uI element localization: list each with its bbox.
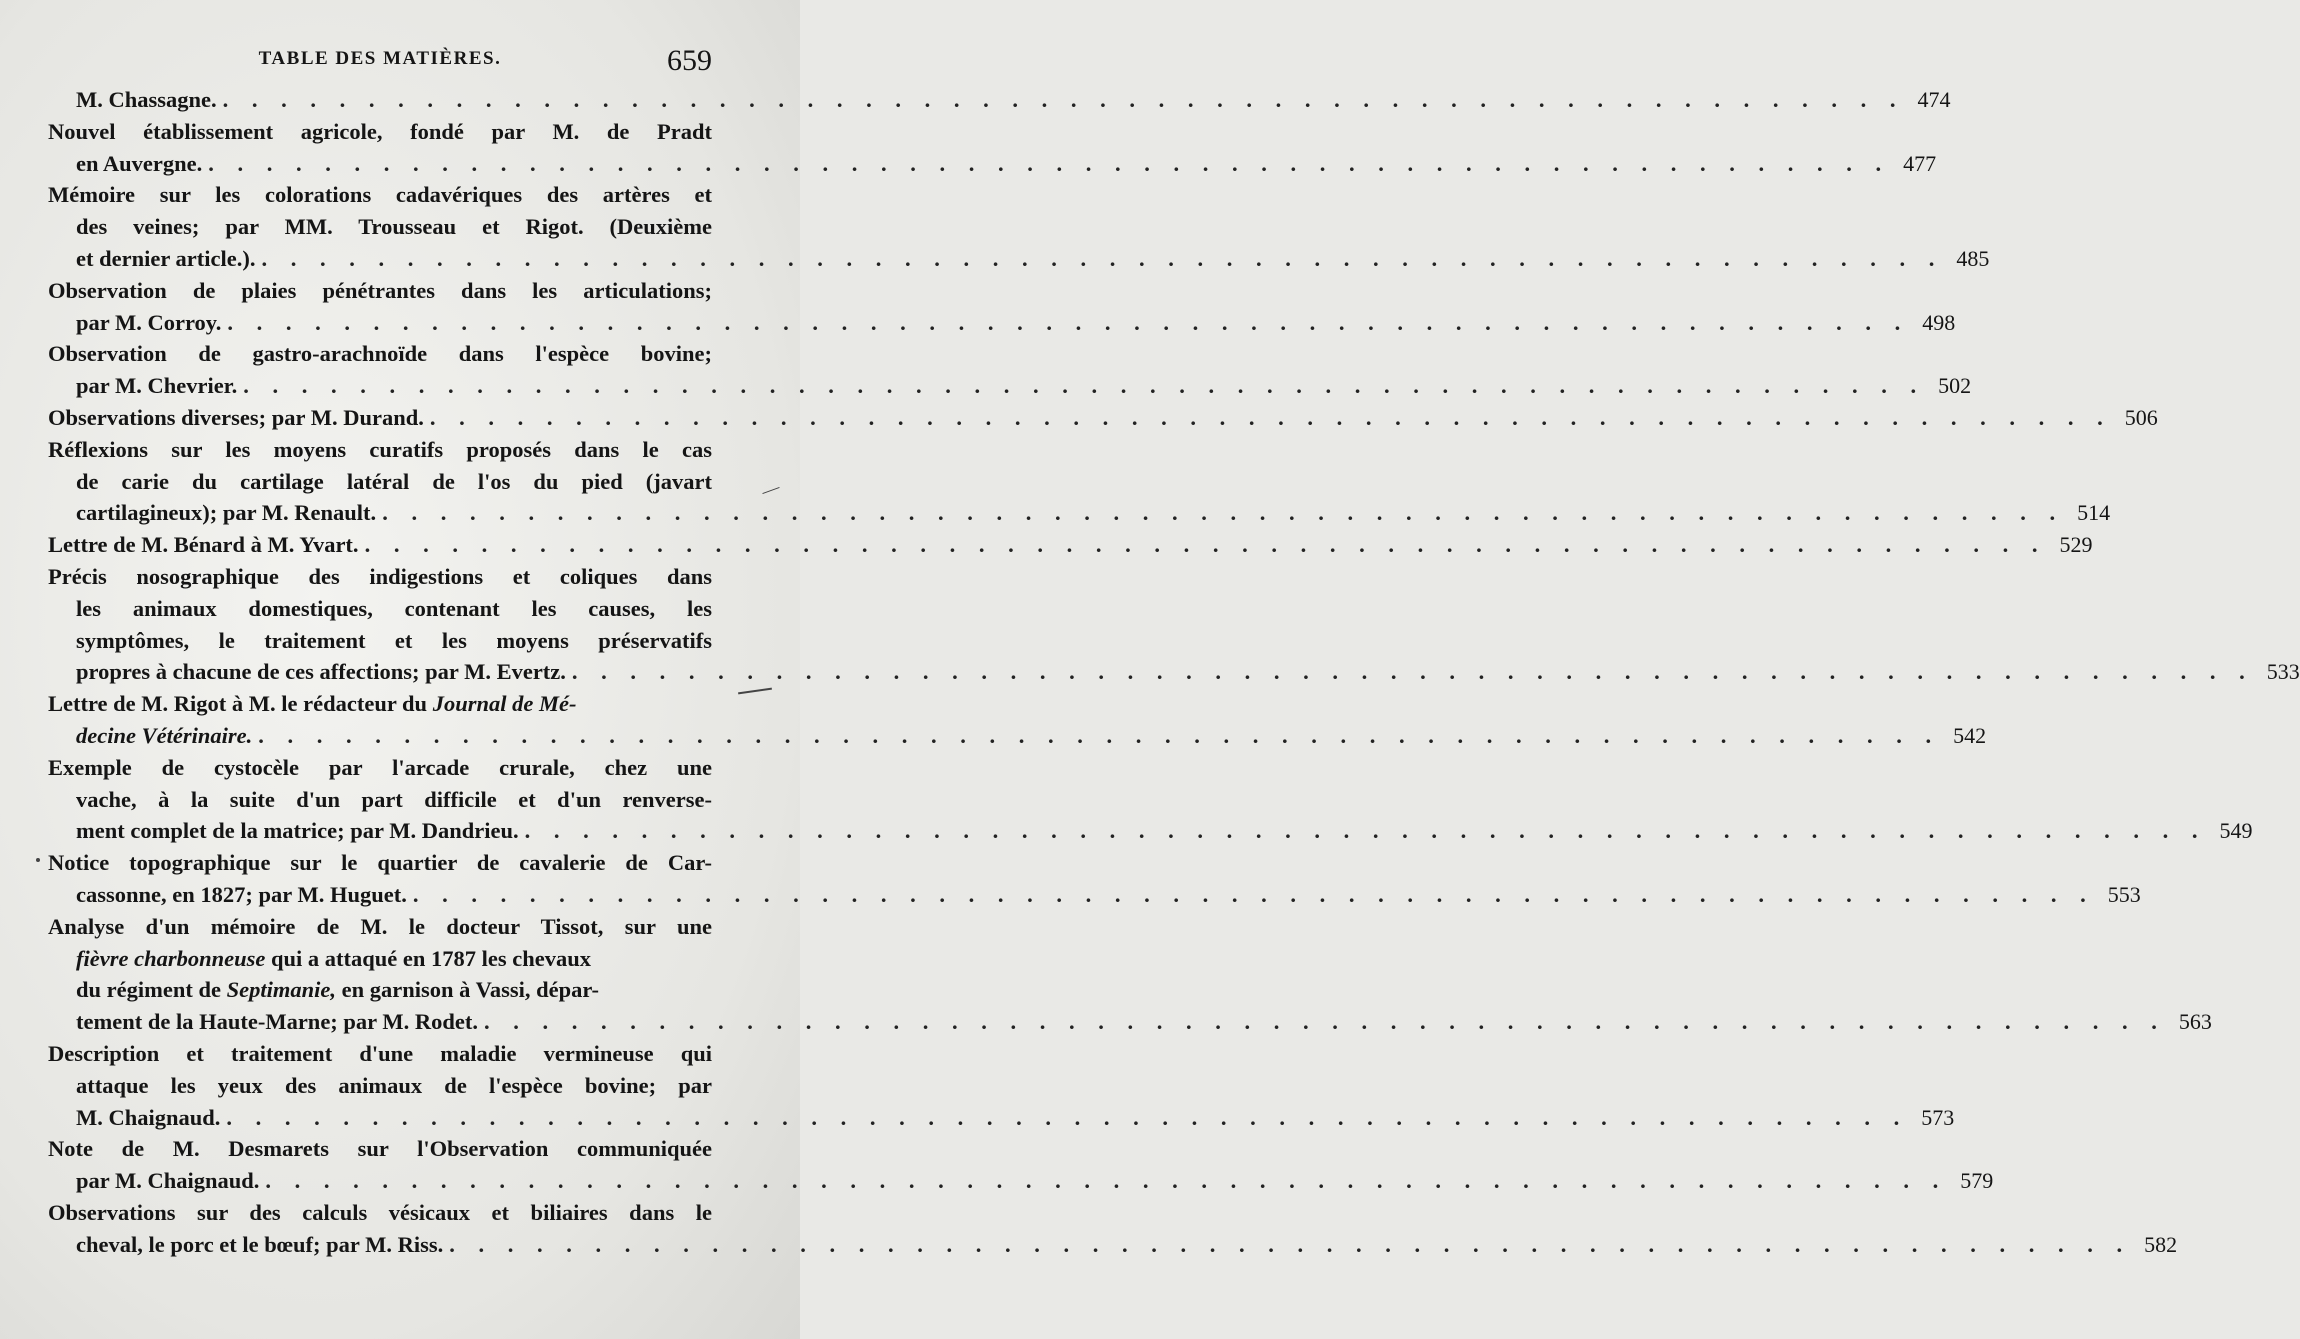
dot-leader <box>430 402 2112 434</box>
entry-text: Réflexions sur les moyens curatifs proposés dans le cas <box>48 436 712 462</box>
entry-text: symptômes, le traitement et les moyens préservatifs <box>76 627 712 653</box>
entry-text: en Auvergne. <box>76 150 203 176</box>
entry-page: 533 <box>2266 659 2300 685</box>
entry-page: 514 <box>2077 500 2111 526</box>
entry-text: cheval, le porc et le bœuf; par M. Riss. <box>76 1231 444 1257</box>
dot-leader <box>223 84 1905 116</box>
toc-entry-10 <box>48 688 1987 752</box>
entry-page: 579 <box>1960 1168 1994 1194</box>
entry-text: cassonne, en 1827; par M. Huguet. <box>76 881 407 907</box>
entry-text: par M. Chevrier. <box>76 373 238 399</box>
entry-text: ment complet de la matrice; par M. Dandrieu. <box>76 818 519 844</box>
entry-page: 563 <box>2178 1009 2212 1035</box>
toc-entry-14 <box>48 1038 1955 1133</box>
entry-text: qui a attaqué en 1787 les chevaux <box>271 945 592 971</box>
entry-text: tement de la Haute-Marne; par M. Rodet. <box>76 1009 478 1035</box>
toc-entry-8 <box>48 529 2093 561</box>
entry-text: Description et traitement d'une maladie vermineuse qui <box>48 1040 712 1066</box>
toc-entry-16 <box>48 1197 2178 1261</box>
entry-text-italic: fièvre charbonneuse <box>76 945 266 971</box>
entry-text: en garnison à Vassi, dépar- <box>341 977 599 1003</box>
entry-page: 506 <box>2124 404 2158 430</box>
dot-leader <box>227 307 1909 339</box>
toc-entry-2 <box>48 116 1937 180</box>
entry-page: 582 <box>2144 1231 2178 1257</box>
page-number: 659 <box>667 44 712 77</box>
dot-leader <box>413 879 2095 911</box>
table-of-contents <box>48 84 2300 1260</box>
dot-leader <box>572 656 2254 688</box>
margin-dash-mark <box>738 688 772 695</box>
toc-entry-5 <box>48 338 1972 402</box>
entry-text: Exemple de cystocèle par l'arcade crurale, chez une <box>48 754 712 780</box>
dot-leader <box>484 1006 2166 1038</box>
dot-leader <box>382 497 2064 529</box>
entry-text: Observations diverses; par M. Durand. <box>48 404 424 430</box>
entry-text: Lettre de M. Bénard à M. Yvart. <box>48 532 359 558</box>
entry-text: Observation de gastro-arachnoïde dans l'espèce bovine; <box>48 341 712 367</box>
dot-leader <box>208 148 1890 180</box>
entry-text-italic: Septimanie, <box>226 977 337 1003</box>
page-title: TABLE DES MATIÈRES. <box>258 48 502 69</box>
entry-text-italic: Journal de Mé- <box>432 691 577 717</box>
entry-page: 498 <box>1922 309 1956 335</box>
toc-entry-1 <box>48 84 1951 116</box>
entry-page: 477 <box>1903 150 1937 176</box>
dot-leader <box>226 1102 1908 1134</box>
entry-text: propres à chacune de ces affections; par M. Evertz. <box>76 659 566 685</box>
margin-tick-mark <box>762 487 779 494</box>
entry-text: de carie du cartilage latéral de l'os du pied (javart <box>76 468 712 494</box>
entry-text: Note de M. Desmarets sur l'Observation communiquée <box>48 1136 712 1162</box>
toc-entry-12 <box>48 847 2141 911</box>
entry-page: 529 <box>2059 532 2093 558</box>
entry-page: 573 <box>1921 1104 1955 1130</box>
dot-leader <box>265 1165 1947 1197</box>
entry-text: Lettre de M. Rigot à M. le rédacteur du <box>48 691 428 717</box>
dot-leader <box>243 370 1925 402</box>
toc-entry-15 <box>48 1133 1994 1197</box>
entry-page: 502 <box>1938 373 1972 399</box>
entry-text: par M. Chaignaud. <box>76 1168 260 1194</box>
entry-page: 485 <box>1956 245 1990 271</box>
toc-entry-13 <box>48 911 2212 1038</box>
dot-leader <box>262 243 1944 275</box>
entry-text: M. Chaignaud. <box>76 1104 221 1130</box>
entry-page: 542 <box>1953 722 1987 748</box>
entry-text: Analyse d'un mémoire de M. le docteur Tissot, sur une <box>48 913 712 939</box>
dot-leader <box>525 815 2207 847</box>
entry-text-italic: decine Vétérinaire. <box>76 722 253 748</box>
page-header <box>0 44 800 84</box>
entry-text: attaque les yeux des animaux de l'espèce bovine; par <box>76 1072 712 1098</box>
entry-page: 474 <box>1917 87 1951 112</box>
toc-entry-6 <box>48 402 2158 434</box>
toc-entry-3 <box>48 179 1990 274</box>
entry-text: cartilagineux); par M. Renault. <box>76 500 377 526</box>
entry-text: vache, à la suite d'un part difficile et d'un renverse- <box>76 786 712 812</box>
entry-text: les animaux domestiques, contenant les causes, les <box>76 595 712 621</box>
entry-text: du régiment de <box>76 977 221 1003</box>
entry-text: Nouvel établissement agricole, fondé par M. de Pradt <box>48 118 712 144</box>
entry-text: par M. Corroy. <box>76 309 222 335</box>
entry-text: M. Chassagne. <box>76 87 217 112</box>
entry-text: et dernier article.). <box>76 245 256 271</box>
toc-entry-7 <box>48 434 2111 529</box>
toc-entry-9 <box>48 561 2300 688</box>
entry-text: Observations sur des calculs vésicaux et biliaires dans le <box>48 1199 712 1225</box>
dot-leader <box>449 1229 2131 1261</box>
margin-dot-mark <box>36 858 40 862</box>
entry-text: Mémoire sur les colorations cadavériques des artères et <box>48 182 712 208</box>
toc-entry-11 <box>48 752 2253 847</box>
entry-text: Précis nosographique des indigestions et coliques dans <box>48 563 712 589</box>
toc-entry-4 <box>48 275 1956 339</box>
dot-leader <box>258 720 1940 752</box>
entry-text: des veines; par MM. Trousseau et Rigot. (Deuxième <box>76 214 712 240</box>
entry-page: 549 <box>2219 818 2253 844</box>
dot-leader <box>365 529 2047 561</box>
entry-text: Notice topographique sur le quartier de cavalerie de Car- <box>48 850 712 876</box>
entry-text: Observation de plaies pénétrantes dans les articulations; <box>48 277 712 303</box>
entry-page: 553 <box>2107 881 2141 907</box>
